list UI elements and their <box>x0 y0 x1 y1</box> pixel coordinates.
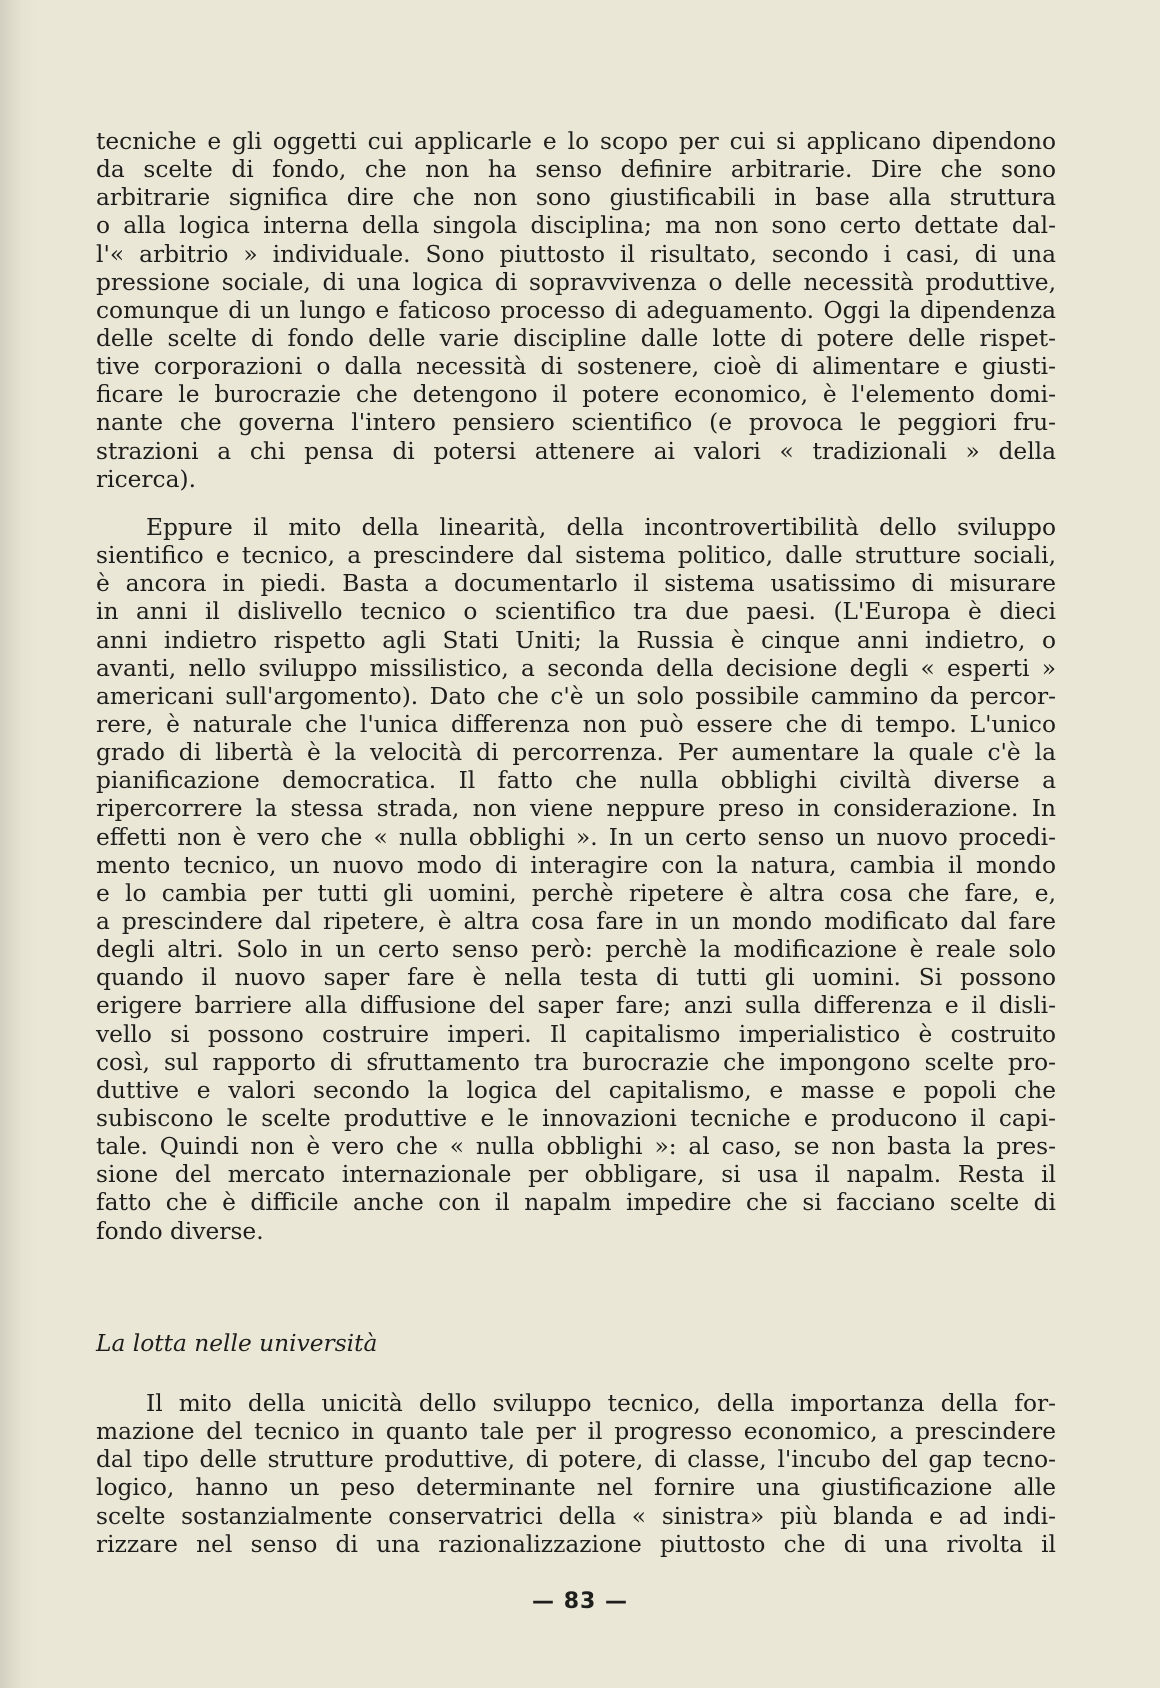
text-line: Il mito della unicità dello sviluppo tecnico, della importanza della for- <box>146 1390 1056 1417</box>
text-line: americani sull'argomento). Dato che c'è un solo possibile cammino da percor- <box>96 682 1056 710</box>
text-line: così, sul rapporto di sfruttamento tra burocrazie che impongono scelte pro- <box>96 1048 1056 1076</box>
text-line: mento tecnico, un nuovo modo di interagire con la natura, cambia il mondo <box>96 851 1056 879</box>
paragraph-continuation <box>96 128 1056 494</box>
text-line: anni indietro rispetto agli Stati Uniti; la Russia è cinque anni indietro, o <box>96 626 1056 654</box>
text-line: rere, è naturale che l'unica differenza non può essere che di tempo. L'unico <box>96 710 1056 738</box>
text-line: tive corporazioni o dalla necessità di sostenere, cioè di alimentare e giusti- <box>96 353 1056 381</box>
paragraph-uniqueness-myth <box>96 1390 1056 1559</box>
text-line: avanti, nello sviluppo missilistico, a seconda della decisione degli « esperti » <box>96 654 1056 682</box>
text-line: pressione sociale, di una logica di sopravvivenza o delle necessità produttive, <box>96 268 1056 296</box>
text-line: nante che governa l'intero pensiero scientifico (e provoca le peggiori fru- <box>96 409 1056 437</box>
text-line: tale. Quindi non è vero che « nulla obblighi »: al caso, se non basta la pres- <box>96 1133 1056 1161</box>
text-line: è ancora in piedi. Basta a documentarlo il sistema usatissimo di misurare <box>96 570 1056 598</box>
text-line: logico, hanno un peso determinante nel fornire una giustificazione alle <box>96 1474 1056 1502</box>
text-line: degli altri. Solo in un certo senso però: perchè la modificazione è reale solo <box>96 936 1056 964</box>
text-line: da scelte di fondo, che non ha senso definire arbitrarie. Dire che sono <box>96 156 1056 184</box>
text-line: effetti non è vero che « nulla obblighi ». In un certo senso un nuovo procedi- <box>96 823 1056 851</box>
text-line: fondo diverse. <box>96 1217 264 1245</box>
text-line: a prescindere dal ripetere, è altra cosa fare in un mondo modificato dal fare <box>96 907 1056 935</box>
paragraph-linearity-myth <box>96 514 1056 1246</box>
text-line: subiscono le scelte produttive e le innovazioni tecniche e producono il capi- <box>96 1104 1056 1132</box>
section-heading: La lotta nelle università <box>96 1330 378 1357</box>
text-line: dal tipo delle strutture produttive, di potere, di classe, l'incubo del gap tecno- <box>96 1446 1056 1474</box>
text-line: ricerca). <box>96 465 196 493</box>
text-line: arbitrarie significa dire che non sono giustificabili in base alla struttura <box>96 184 1056 212</box>
text-line: grado di libertà è la velocità di percorrenza. Per aumentare la quale c'è la <box>96 739 1056 767</box>
text-line: comunque di un lungo e faticoso processo di adeguamento. Oggi la dipendenza <box>96 296 1056 324</box>
text-line: o alla logica interna della singola disciplina; ma non sono certo dettate dal- <box>96 212 1056 240</box>
text-line: scelte sostanzialmente conservatrici della « sinistra» più blanda e ad indi- <box>96 1502 1056 1530</box>
text-line: strazioni a chi pensa di potersi attenere ai valori « tradizionali » della <box>96 437 1056 465</box>
text-line: delle scelte di fondo delle varie discipline dalle lotte di potere delle rispet- <box>96 324 1056 352</box>
text-line: Eppure il mito della linearità, della incontrovertibilità dello sviluppo <box>146 514 1056 541</box>
text-line: ficare le burocrazie che detengono il potere economico, è l'elemento domi- <box>96 381 1056 409</box>
text-line: rizzare nel senso di una razionalizzazione piuttosto che di una rivolta il <box>96 1530 1056 1558</box>
text-line: tecniche e gli oggetti cui applicarle e lo scopo per cui si applicano dipendono <box>96 128 1056 155</box>
text-line: vello si possono costruire imperi. Il capitalismo imperialistico è costruito <box>96 1020 1056 1048</box>
text-line: in anni il dislivello tecnico o scientifico tra due paesi. (L'Europa è dieci <box>96 598 1056 626</box>
text-line: erigere barriere alla diffusione del saper fare; anzi sulla differenza e il disli- <box>96 992 1056 1020</box>
text-line: sientifico e tecnico, a prescindere dal sistema politico, dalle strutture sociali, <box>96 542 1056 570</box>
page-number: — 83 — <box>532 1589 628 1614</box>
text-line: duttive e valori secondo la logica del capitalismo, e masse e popoli che <box>96 1076 1056 1104</box>
text-line: sione del mercato internazionale per obbligare, si usa il napalm. Resta il <box>96 1161 1056 1189</box>
text-line: mazione del tecnico in quanto tale per il progresso economico, a prescindere <box>96 1418 1056 1446</box>
text-line: l'« arbitrio » individuale. Sono piuttosto il risultato, secondo i casi, di una <box>96 240 1056 268</box>
text-line: pianificazione democratica. Il fatto che nulla obblighi civiltà diverse a <box>96 767 1056 795</box>
text-line: quando il nuovo saper fare è nella testa di tutti gli uomini. Si possono <box>96 964 1056 992</box>
text-line: e lo cambia per tutti gli uomini, perchè ripetere è altra cosa che fare, e, <box>96 879 1056 907</box>
text-line: ripercorrere la stessa strada, non viene neppure preso in considerazione. In <box>96 795 1056 823</box>
text-line: fatto che è difficile anche con il napalm impedire che si facciano scelte di <box>96 1189 1056 1217</box>
